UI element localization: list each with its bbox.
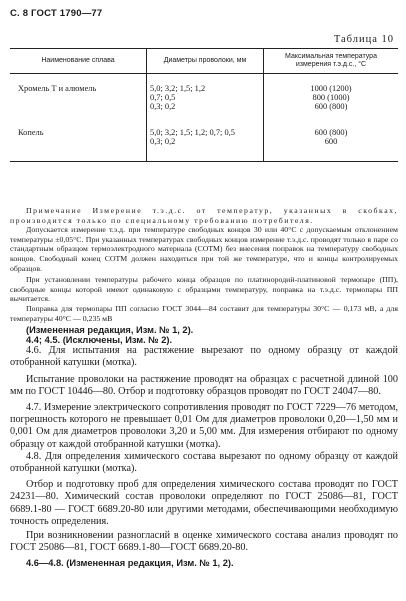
alloy-name: Копель — [18, 127, 44, 137]
diameter-cell: 0,7; 0,5 — [147, 93, 264, 102]
diameter-cell: 5,0; 3,2; 1,5; 1,2 — [147, 84, 264, 93]
paragraph: Поправка для термопары ПП согласно ГОСТ 3044—84 составит для температуры 30°С — 0,173 мВ, а для температуры 40°С — 0,235 мВ — [10, 303, 398, 323]
table-header-row — [10, 49, 398, 74]
table-caption: Таблица 10 — [333, 34, 394, 45]
table-row — [10, 128, 398, 137]
note-paragraph: Примечание Измерение т.э.д.с. от температур, указанных в скобках, производится только по специальному требованию потребителя. — [10, 206, 398, 225]
diameter-cell: 0,3; 0,2 — [147, 102, 264, 111]
paragraph: Испытание проволоки на растяжение проводят на образцах с расчетной длиной 100 мм по ГОСТ 10446—80. Отбор и подготовку образцов проводят по ГОСТ 24047—80. — [10, 373, 398, 397]
body-text — [10, 206, 398, 568]
table-row — [10, 93, 398, 102]
paragraph: 4.8. Для определения химического состава вырезают по одному образцу от каждой отобранной катушки (мотка). — [10, 450, 398, 474]
alloy-table — [10, 48, 398, 162]
paragraph: 4.7. Измерение электрического сопротивления проводят по ГОСТ 7229—76 методом, погрешность которого не превышает 0,01 Ом для диаметров проволоки 0,20—1,50 мм и 0,001 Ом для диаметров проволоки 3,20 и 5,00 мм. Для измерения отбирают по одному образцу от каждой отобранной катушки (мотка). — [10, 401, 398, 450]
running-head: С. 8 ГОСТ 1790—77 — [10, 8, 103, 19]
paragraph: 4.6. Для испытания на растяжение вырезают по одному образцу от каждой отобранной катушки (мотка). — [10, 345, 398, 369]
paragraph: При возникновении разногласий в оценке химического состава анализ проводят по ГОСТ 25086—81, ГОСТ 6689.1-80—ГОСТ 6689.20-80. — [10, 529, 398, 554]
diameter-cell: 0,3; 0,2 — [147, 137, 264, 146]
paragraph: Допускается измерение т.э.д. при температуре свободных концов 30 или 40°С с допускаемым отклонением температуры ±0,05°С. При указанных температурах свободных концов измерение т.э.д.с. проводят только в паре со стандартным образцом термоэлектродного материала (СОТМ) без внесения поправок на температуру свободных концов. Свободный конец СОТМ должен находиться при той же температуре, что и концы контролируемых образцов. — [10, 225, 398, 273]
paragraph: При установлении температуры рабочего конца образцов по платинородий-платиновой термопаре (ПП), свободные концы которой имеют одинаковую с образцами температуру, поправка на т.э.д.с. термопары ПП вычитается. — [10, 275, 398, 304]
table-row — [10, 102, 398, 111]
temp-cell: 600 — [264, 137, 399, 146]
excluded-note: 4.4; 4.5. (Исключены, Изм. № 2). — [26, 335, 173, 346]
temp-cell: 600 (800) — [264, 102, 399, 111]
table-row — [10, 137, 398, 146]
alloy-name: Хромель Т и алюмель — [18, 83, 97, 93]
col-header-max-temp: Максимальная температура измерения т.э.д.с., °С — [264, 49, 399, 74]
col-header-alloy: Наименование сплава — [10, 49, 147, 74]
table-row — [10, 84, 398, 93]
amendment-note: (Измененная редакция, Изм. № 1, 2). — [26, 325, 194, 336]
temp-cell: 800 (1000) — [264, 93, 399, 102]
diameter-cell: 5,0; 3,2; 1,5; 1,2; 0,7; 0,5 — [147, 128, 264, 137]
col-header-diameter: Диаметры проволоки, мм — [147, 49, 264, 74]
temp-cell: 1000 (1200) — [264, 84, 399, 93]
temp-cell: 600 (800) — [264, 128, 399, 137]
paragraph: Отбор и подготовку проб для определения химического состава проводят по ГОСТ 24231—80. Химический состав проволоки определяют по ГОСТ 25086—81, ГОСТ 6689.1-80 — ГОСТ 6689.20-80 или другими методами, обеспечивающими необходимую точность определения. — [10, 479, 398, 527]
amendment-note: 4.6—4.8. (Измененная редакция, Изм. № 1, 2). — [26, 558, 234, 569]
